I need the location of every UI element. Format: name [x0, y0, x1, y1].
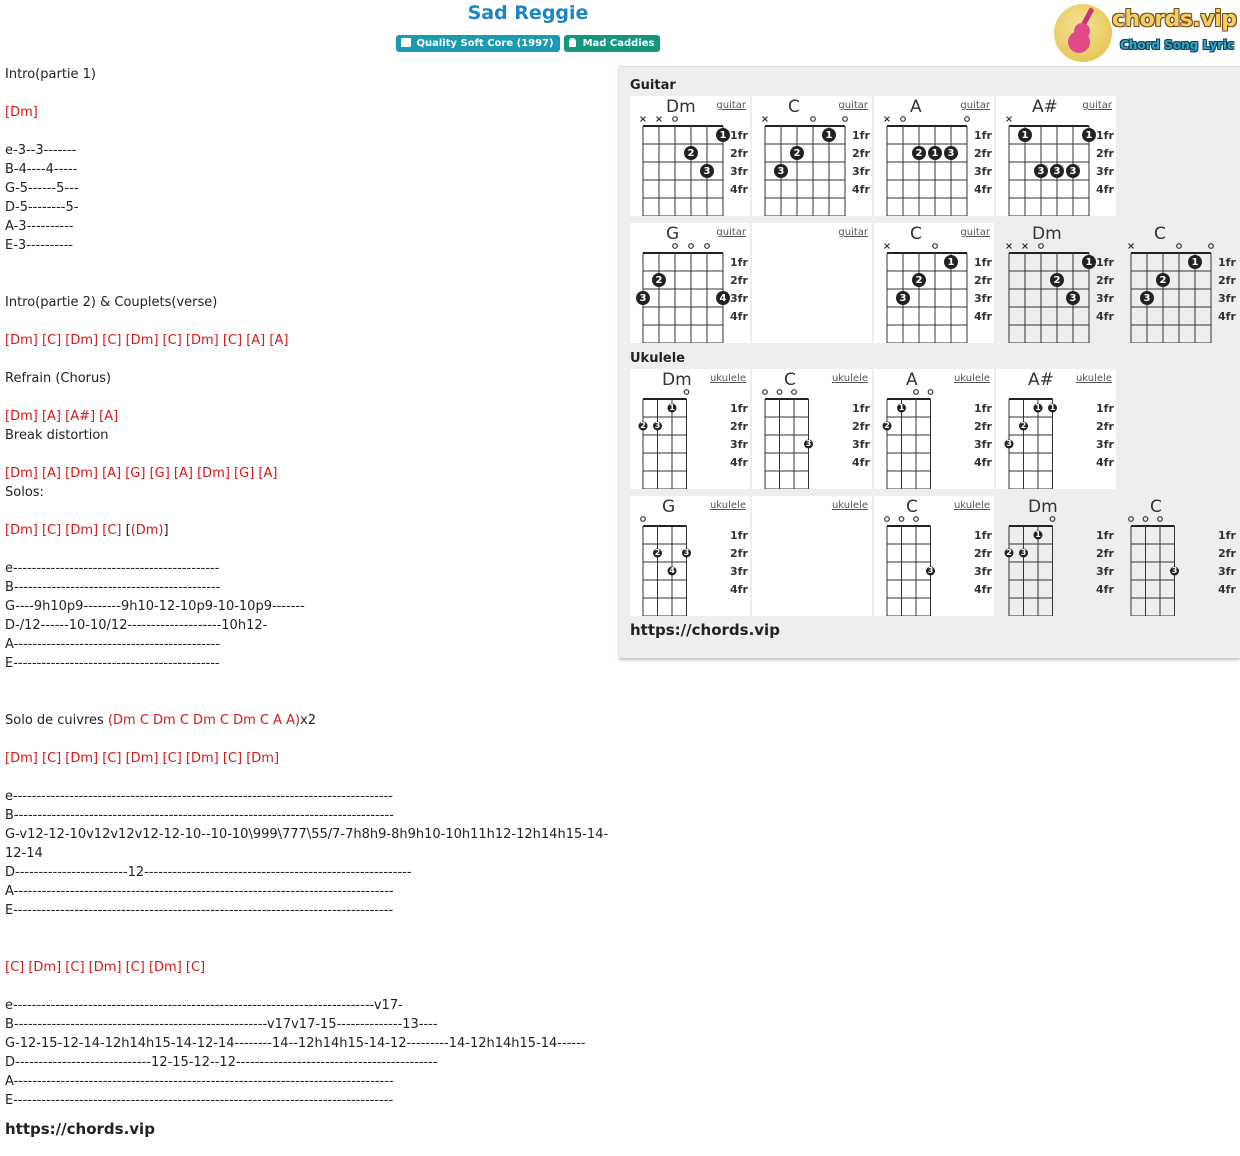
lyric-line	[5, 407, 610, 426]
lyric-text: B-4----4-----	[5, 162, 78, 177]
lyric-line	[5, 768, 610, 787]
finger-number: 1	[669, 402, 675, 412]
guitar-chord-diagram	[1118, 223, 1238, 343]
lyric-line	[5, 863, 610, 882]
chord-name: C	[910, 224, 922, 244]
fret-label: 1fr	[974, 402, 992, 415]
lyric-text: Solos:	[5, 485, 44, 500]
chord-name: A#	[1032, 97, 1058, 117]
finger-number: 1	[825, 129, 833, 141]
finger-number: 3	[1053, 165, 1061, 177]
fret-label: 4fr	[974, 183, 992, 196]
lyric-line	[5, 464, 610, 483]
fret-label: 4fr	[730, 183, 748, 196]
guitar-chord-card[interactable]	[874, 223, 994, 343]
lyric-line	[5, 426, 610, 445]
fret-label: 3fr	[1096, 165, 1114, 178]
fret-label: 1fr	[730, 256, 748, 269]
lyric-line	[5, 312, 610, 331]
lyric-text: [	[125, 523, 131, 538]
lyric-text: Break distortion	[5, 428, 109, 443]
lyric-line	[5, 502, 610, 521]
fret-label: 1fr	[1096, 256, 1114, 269]
finger-number: 1	[1035, 402, 1041, 412]
ukulele-chord-card[interactable]	[874, 369, 994, 489]
finger-number: 2	[915, 147, 923, 159]
song-meta-badges	[0, 35, 1056, 52]
chord-name: Dm	[1032, 224, 1062, 244]
chord-text[interactable]: [Dm] [C] [Dm] [C] [Dm] [C] [Dm] [C] [A] [A]	[5, 333, 289, 348]
guitar-chord-diagram	[752, 96, 872, 216]
guitar-chord-card[interactable]	[1118, 223, 1238, 343]
finger-number: 3	[899, 292, 907, 304]
fret-label: 3fr	[730, 438, 748, 451]
finger-number: 2	[654, 547, 661, 557]
fret-label: 4fr	[1096, 183, 1114, 196]
lyric-text: G-v12-12-10v12v12v12-12-10--10-10\999\777\55/7-7h8h9-8h9h10-10h11h12-12h14h15-14-12-14	[5, 827, 609, 861]
fret-label: 4fr	[730, 583, 748, 596]
lyric-line	[5, 806, 610, 825]
finger-number: 4	[719, 292, 727, 304]
fret-label: 1fr	[852, 129, 870, 142]
instrument-link[interactable]: guitar	[960, 227, 990, 238]
guitar-icon	[1068, 31, 1090, 53]
ukulele-chord-card[interactable]	[1118, 496, 1238, 616]
lyric-text: D-5--------5-	[5, 200, 79, 215]
fret-label: 1fr	[730, 129, 748, 142]
guitar-chord-diagram	[874, 96, 994, 216]
lyric-text: A---------------------------------------------------------------------------------	[5, 1074, 394, 1089]
lyric-text: A--------------------------------------------	[5, 637, 221, 652]
ukulele-heading: Ukulele	[630, 351, 686, 366]
fret-label: 2fr	[974, 147, 992, 160]
chord-diagram-panel	[619, 66, 1240, 658]
finger-number: 2	[915, 274, 923, 286]
fret-label: 2fr	[1096, 147, 1114, 160]
lyric-line	[5, 977, 610, 996]
fret-label: 2fr	[730, 147, 748, 160]
ukulele-chord-diagram	[874, 496, 994, 616]
finger-number: 1	[1021, 129, 1029, 141]
fret-label: 4fr	[1096, 456, 1114, 469]
finger-number: 3	[1037, 165, 1045, 177]
lyric-text: B---------------------------------------------------------------------------------	[5, 808, 394, 823]
lyric-line	[5, 369, 610, 388]
ukulele-chord-diagram	[1118, 496, 1238, 616]
instrument-link[interactable]: guitar	[716, 100, 746, 111]
instrument-link[interactable]: guitar	[838, 100, 868, 111]
chord-name: A	[906, 370, 918, 390]
ukulele-chord-card[interactable]	[996, 496, 1116, 616]
lyric-line	[5, 996, 610, 1015]
fret-label: 3fr	[1096, 438, 1114, 451]
fret-label: 3fr	[974, 292, 992, 305]
lyric-line	[5, 730, 610, 749]
fret-label: 1fr	[730, 402, 748, 415]
lyric-line	[5, 217, 610, 236]
page-header	[0, 0, 1240, 62]
finger-number: 1	[947, 256, 955, 268]
lyric-line	[5, 825, 610, 863]
ukulele-chord-diagram	[752, 369, 872, 489]
lyric-line	[5, 692, 610, 711]
lyric-text: E---------------------------------------------------------------------------------	[5, 1093, 394, 1108]
fret-label: 4fr	[974, 310, 992, 323]
chord-text[interactable]: (Dm)	[130, 523, 164, 538]
lyric-text: e--------------------------------------------	[5, 561, 220, 576]
guitar-chord-card[interactable]	[996, 223, 1116, 343]
finger-number: 3	[654, 420, 661, 430]
finger-number: 1	[1191, 256, 1199, 268]
finger-number: 3	[927, 565, 934, 575]
chord-name: Dm	[662, 370, 692, 390]
fret-label: 2fr	[1096, 547, 1114, 560]
finger-number: 2	[640, 420, 646, 430]
lyric-text: G----9h10p9--------9h10-12-10p9-10-10p9-------	[5, 599, 305, 614]
artist-label: Mad Caddies	[582, 38, 655, 49]
guitar-chord-diagram	[874, 223, 994, 343]
fret-label: 2fr	[852, 147, 870, 160]
lyric-line	[5, 350, 610, 369]
user-icon	[569, 38, 576, 47]
fret-label: 3fr	[852, 165, 870, 178]
chord-name: C	[1150, 497, 1162, 517]
lyric-text: ]	[163, 523, 169, 538]
ukulele-chord-card[interactable]	[752, 496, 872, 616]
finger-number: 3	[805, 438, 812, 448]
fret-label: 4fr	[1096, 310, 1114, 323]
fret-label: 2fr	[1096, 274, 1114, 287]
fret-label: 2fr	[1218, 274, 1236, 287]
lyric-text: B------------------------------------------------------v17v17-15--------------13----	[5, 1017, 438, 1032]
finger-number: 2	[884, 420, 890, 430]
finger-number: 1	[719, 129, 727, 141]
lyric-line	[5, 1091, 610, 1110]
lyric-text: G-5------5---	[5, 181, 79, 196]
fret-label: 1fr	[1096, 402, 1114, 415]
guitar-chord-card[interactable]	[752, 223, 872, 343]
lyric-line	[5, 1034, 610, 1053]
fret-label: 4fr	[974, 456, 992, 469]
fret-label: 2fr	[730, 547, 748, 560]
finger-number: 4	[669, 565, 675, 575]
chord-text[interactable]: [Dm] [A] [A#] [A]	[5, 409, 119, 424]
chord-text[interactable]: [Dm] [A] [Dm] [A] [G] [G] [A] [Dm] [G] [A]	[5, 466, 278, 481]
lyric-line	[5, 274, 610, 293]
finger-number: 3	[683, 547, 690, 557]
artist-badge[interactable]	[564, 35, 661, 52]
fret-label: 1fr	[974, 529, 992, 542]
finger-number: 3	[777, 165, 785, 177]
instrument-link[interactable]: ukulele	[953, 373, 990, 384]
fret-label: 3fr	[730, 565, 748, 578]
chord-name: C	[906, 497, 918, 517]
fret-label: 1fr	[974, 256, 992, 269]
chord-name: G	[666, 224, 680, 244]
logo-tagline: Chord Song Lyric	[1120, 38, 1235, 52]
lyric-line	[5, 711, 610, 730]
chord-text[interactable]: [C] [Dm] [C] [Dm] [C] [Dm] [C]	[5, 960, 206, 975]
instrument-link[interactable]: ukulele	[1075, 373, 1112, 384]
lyric-line	[5, 1053, 610, 1072]
guitar-chord-card[interactable]	[996, 96, 1116, 216]
lyric-line	[5, 597, 610, 616]
lyric-line	[5, 787, 610, 806]
fret-label: 3fr	[1096, 565, 1114, 578]
lyric-line	[5, 521, 610, 540]
lyric-line	[5, 1072, 610, 1091]
ukulele-chord-card[interactable]	[874, 496, 994, 616]
finger-number: 2	[687, 147, 695, 159]
finger-number: 1	[931, 147, 939, 159]
finger-number: 3	[1171, 565, 1178, 575]
guitar-chord-card[interactable]	[630, 96, 750, 216]
instrument-link[interactable]: ukulele	[831, 373, 868, 384]
fret-label: 3fr	[974, 438, 992, 451]
lyric-line	[5, 122, 610, 141]
lyric-line	[5, 635, 610, 654]
fret-label: 4fr	[974, 583, 992, 596]
lyric-line	[5, 901, 610, 920]
fret-label: 3fr	[1218, 292, 1236, 305]
ukulele-chord-card[interactable]	[630, 496, 750, 616]
chord-name: A#	[1028, 370, 1054, 390]
finger-number: 1	[1035, 529, 1041, 539]
instrument-link[interactable]: guitar	[716, 227, 746, 238]
chord-name: C	[1154, 224, 1166, 244]
finger-number: 3	[1069, 165, 1077, 177]
lyric-text: Intro(partie 1)	[5, 67, 96, 82]
fret-label: 2fr	[852, 420, 870, 433]
lyric-line	[5, 236, 610, 255]
lyric-text: Refrain (Chorus)	[5, 371, 112, 386]
lyric-text: Intro(partie 2) & Couplets(verse)	[5, 295, 218, 310]
lyric-text: Solo de cuivres	[5, 713, 108, 728]
album-label: Quality Soft Core (1997)	[416, 38, 554, 49]
finger-number: 3	[703, 165, 711, 177]
instrument-link[interactable]: ukulele	[709, 373, 746, 384]
finger-number: 2	[1159, 274, 1167, 286]
guitar-chord-diagram	[752, 223, 872, 343]
fret-label: 1fr	[974, 129, 992, 142]
ukulele-chord-diagram	[752, 496, 872, 616]
guitar-chord-card[interactable]	[752, 96, 872, 216]
finger-number: 2	[1006, 547, 1012, 557]
finger-number: 2	[655, 274, 663, 286]
lyric-text: x2	[300, 713, 317, 728]
guitar-chord-diagram	[630, 223, 750, 343]
fret-label: 2fr	[730, 274, 748, 287]
instrument-link[interactable]: guitar	[1082, 100, 1112, 111]
lyric-line	[5, 958, 610, 977]
fret-label: 4fr	[852, 456, 870, 469]
fret-label: 2fr	[974, 274, 992, 287]
chord-name: C	[788, 97, 800, 117]
song-title[interactable]: Sad Reggie	[467, 2, 589, 24]
album-icon	[401, 38, 411, 47]
finger-number: 1	[1085, 256, 1093, 268]
lyric-text: E---------------------------------------------------------------------------------	[5, 903, 394, 918]
lyrics-body	[5, 65, 610, 1139]
guitar-chord-card[interactable]	[630, 223, 750, 343]
lyric-text: E-3----------	[5, 238, 74, 253]
fret-label: 3fr	[730, 292, 748, 305]
fret-label: 2fr	[1218, 547, 1236, 560]
lyric-line	[5, 198, 610, 217]
fret-label: 1fr	[1096, 129, 1114, 142]
finger-number: 1	[1049, 402, 1056, 412]
finger-number: 1	[1085, 129, 1093, 141]
lyric-line	[5, 160, 610, 179]
chord-name: Dm	[1028, 497, 1058, 517]
lyric-line	[5, 1015, 610, 1034]
guitar-heading: Guitar	[630, 78, 676, 93]
fret-label: 3fr	[1096, 292, 1114, 305]
logo-brand: chords.vip	[1112, 7, 1237, 32]
chord-name: A	[910, 97, 922, 117]
footer-url[interactable]: https://chords.vip	[5, 1120, 155, 1138]
finger-number: 3	[1143, 292, 1151, 304]
lyric-line	[5, 141, 610, 160]
lyric-text: G-12-15-12-14-12h14h15-14-12-14--------14--12h14h15-14-12---------14-12h14h15-14------	[5, 1036, 586, 1051]
finger-number: 3	[1020, 547, 1027, 557]
fret-label: 2fr	[974, 420, 992, 433]
lyric-line	[5, 540, 610, 559]
lyric-line	[5, 103, 610, 122]
lyric-line	[5, 616, 610, 635]
lyric-text: D------------------------12---------------------------------------------------------	[5, 865, 412, 880]
lyric-line	[5, 331, 610, 350]
lyric-line	[5, 578, 610, 597]
chord-text[interactable]: [Dm] [C] [Dm] [C]	[5, 523, 126, 538]
finger-number: 3	[1006, 438, 1012, 448]
fret-label: 4fr	[1096, 583, 1114, 596]
lyric-text: D-/12------10-10/12--------------------10h12-	[5, 618, 268, 633]
fret-label: 1fr	[730, 529, 748, 542]
lyric-line	[5, 483, 610, 502]
finger-number: 1	[898, 402, 905, 412]
ukulele-chord-card[interactable]	[752, 369, 872, 489]
chord-name: G	[662, 497, 676, 517]
lyric-line	[5, 293, 610, 312]
lyric-line	[5, 65, 610, 84]
lyric-line	[5, 255, 610, 274]
lyric-text: D-----------------------------12-15-12--12-------------------------------------------	[5, 1055, 438, 1070]
fret-label: 4fr	[1218, 583, 1236, 596]
fret-label: 3fr	[730, 165, 748, 178]
lyric-line	[5, 179, 610, 198]
site-logo[interactable]	[1054, 3, 1238, 61]
fret-label: 2fr	[730, 420, 748, 433]
finger-number: 2	[793, 147, 801, 159]
lyric-line	[5, 445, 610, 464]
finger-number: 2	[1053, 274, 1061, 286]
lyric-line	[5, 882, 610, 901]
lyric-line	[5, 749, 610, 768]
lyric-line	[5, 920, 610, 939]
fret-label: 1fr	[1218, 529, 1236, 542]
ukulele-chord-diagram	[874, 369, 994, 489]
finger-number: 3	[1069, 292, 1077, 304]
finger-number: 3	[639, 292, 647, 304]
lyric-line	[5, 673, 610, 692]
guitar-chord-card[interactable]	[874, 96, 994, 216]
lyric-line	[5, 939, 610, 958]
lyric-text: e---------------------------------------------------------------------------------	[5, 789, 393, 804]
fret-label: 4fr	[730, 310, 748, 323]
fret-label: 3fr	[974, 565, 992, 578]
lyric-text: e-3--3-------	[5, 143, 77, 158]
ukulele-chord-diagram	[630, 496, 750, 616]
instrument-link[interactable]: guitar	[960, 100, 990, 111]
instrument-link[interactable]: ukulele	[953, 500, 990, 511]
album-badge[interactable]	[396, 35, 560, 52]
chord-text[interactable]: (Dm C Dm C Dm C Dm C A A)	[107, 713, 301, 728]
lyric-line	[5, 388, 610, 407]
ukulele-chord-card[interactable]	[630, 369, 750, 489]
finger-number: 2	[1020, 420, 1027, 430]
chord-name: Dm	[666, 97, 696, 117]
chord-text[interactable]: [Dm] [C] [Dm] [C] [Dm] [C] [Dm] [C] [Dm]	[5, 751, 280, 766]
fret-label: 2fr	[1096, 420, 1114, 433]
fret-label: 4fr	[1218, 310, 1236, 323]
fret-label: 3fr	[974, 165, 992, 178]
chord-name: C	[784, 370, 796, 390]
lyric-text: A-3----------	[5, 219, 74, 234]
fret-label: 1fr	[1096, 529, 1114, 542]
lyric-text: E--------------------------------------------	[5, 656, 220, 671]
fret-label: 4fr	[852, 183, 870, 196]
lyric-text: B--------------------------------------------	[5, 580, 221, 595]
chord-text[interactable]: [Dm]	[5, 105, 38, 120]
lyric-line	[5, 654, 610, 673]
fret-label: 3fr	[852, 438, 870, 451]
fret-label: 1fr	[1218, 256, 1236, 269]
lyric-line	[5, 559, 610, 578]
instrument-link[interactable]: guitar	[838, 227, 868, 238]
ukulele-chord-card[interactable]	[996, 369, 1116, 489]
lyric-text: A---------------------------------------------------------------------------------	[5, 884, 394, 899]
ukulele-chord-diagram	[996, 369, 1116, 489]
fret-label: 1fr	[852, 402, 870, 415]
instrument-link[interactable]: ukulele	[709, 500, 746, 511]
fret-label: 2fr	[974, 547, 992, 560]
lyric-text: e-----------------------------------------------------------------------------v17-	[5, 998, 403, 1013]
panel-url[interactable]: https://chords.vip	[630, 621, 780, 639]
fret-label: 3fr	[1218, 565, 1236, 578]
instrument-link[interactable]: ukulele	[831, 500, 868, 511]
finger-number: 3	[947, 147, 955, 159]
lyric-line	[5, 84, 610, 103]
fret-label: 4fr	[730, 456, 748, 469]
